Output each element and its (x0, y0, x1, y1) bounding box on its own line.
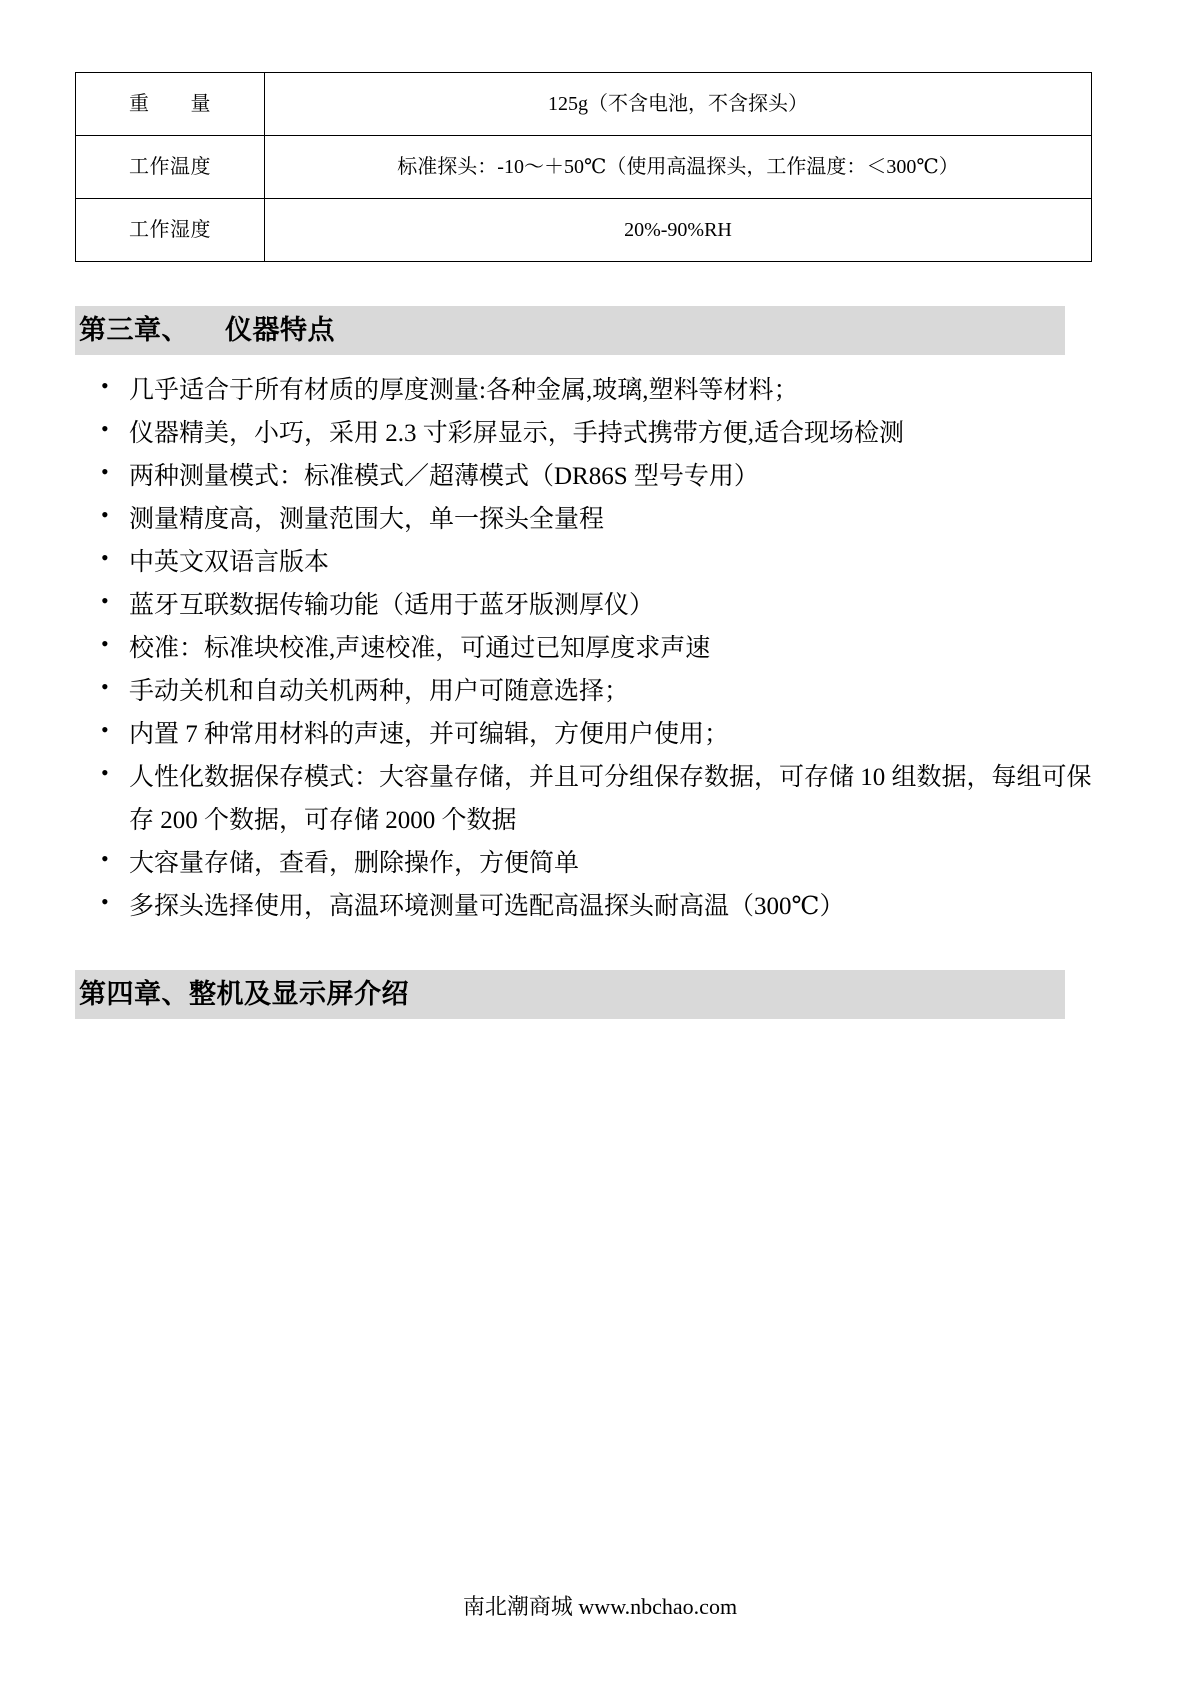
list-item: • 几乎适合于所有材质的厚度测量:各种金属,玻璃,塑料等材料； (93, 369, 1095, 412)
table-row (76, 73, 1092, 136)
specification-table (75, 72, 1092, 262)
page-footer: 南北潮商城 www.nbchao.com (462, 1594, 738, 1619)
list-item: • 大容量存储，查看，删除操作，方便简单 (93, 842, 1095, 885)
list-item: • 两种测量模式：标准模式／超薄模式（DR86S 型号专用） (93, 455, 1095, 498)
chapter-3-heading (75, 306, 1065, 355)
list-item: • 测量精度高，测量范围大，单一探头全量程 (93, 498, 1095, 541)
spec-value-operating-humidity: 20%-90%RH (265, 199, 1092, 262)
feature-list (105, 369, 1095, 928)
list-item: • 校准：标准块校准,声速校准，可通过已知厚度求声速 (93, 627, 1095, 670)
chapter-3-number: 第三章、 (79, 315, 189, 345)
list-item: • 内置 7 种常用材料的声速，并可编辑，方便用户使用； (93, 713, 1095, 756)
table-row (76, 136, 1092, 199)
spec-value-operating-temperature: 标准探头：-10～＋50℃（使用高温探头，工作温度：＜300℃） (265, 136, 1092, 199)
spec-value-weight: 125g（不含电池，不含探头） (265, 73, 1092, 136)
spec-table-body (76, 73, 1092, 262)
list-item: • 人性化数据保存模式：大容量存储，并且可分组保存数据，可存储 10 组数据，每组可保存 200 个数据，可存储 2000 个数据 (93, 756, 1095, 842)
spec-label-operating-humidity: 工作湿度 (76, 199, 265, 262)
spec-label-weight: 重 量 (76, 73, 265, 136)
list-item: • 蓝牙互联数据传输功能（适用于蓝牙版测厚仪） (93, 584, 1095, 627)
list-item: • 仪器精美，小巧，采用 2.3 寸彩屏显示，手持式携带方便,适合现场检测 (93, 412, 1095, 455)
chapter-4-heading: 第四章、整机及显示屏介绍 (75, 970, 1065, 1019)
list-item: • 手动关机和自动关机两种，用户可随意选择； (93, 670, 1095, 713)
list-item: • 多探头选择使用，高温环境测量可选配高温探头耐高温（300℃） (93, 885, 1095, 928)
list-item: • 中英文双语言版本 (93, 541, 1095, 584)
spec-label-operating-temperature: 工作温度 (76, 136, 265, 199)
chapter-3-title: 仪器特点 (225, 315, 335, 345)
table-row (76, 199, 1092, 262)
